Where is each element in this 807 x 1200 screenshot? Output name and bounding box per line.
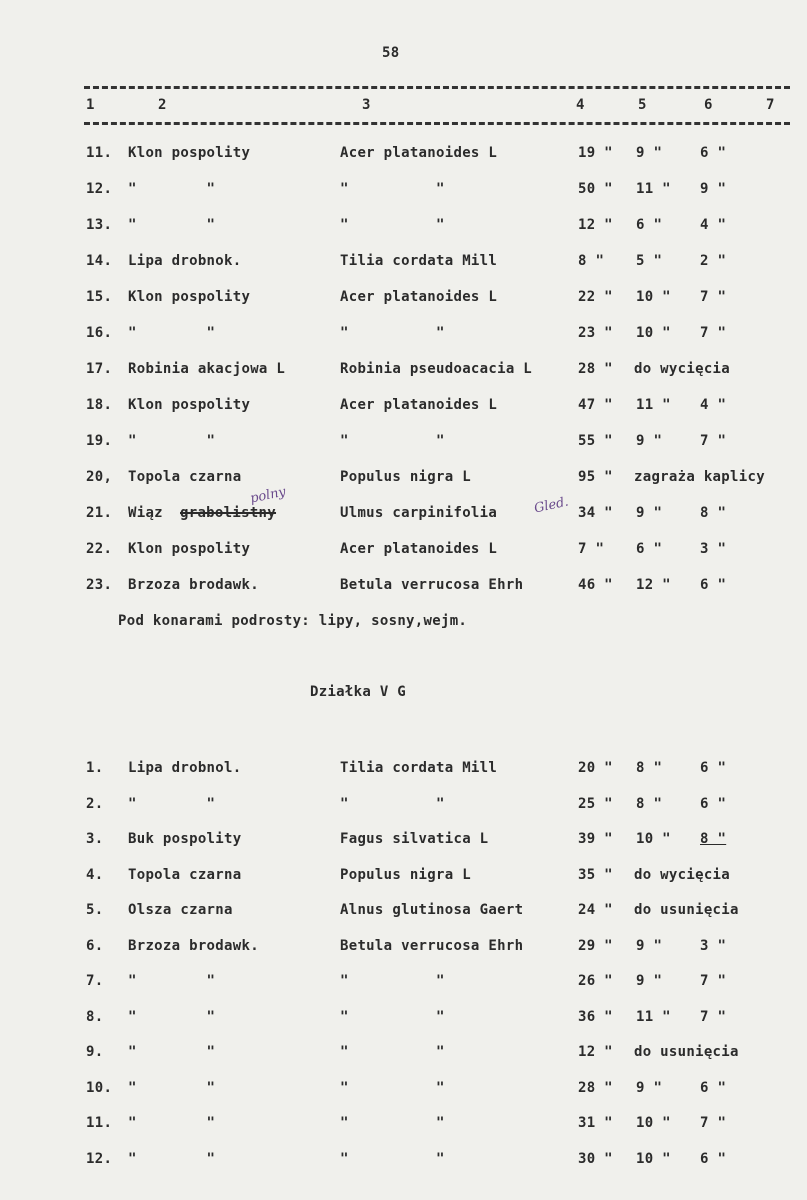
latin-name: " " bbox=[340, 1044, 445, 1060]
polish-name: " " bbox=[128, 433, 216, 449]
remark: do usunięcia bbox=[634, 902, 739, 918]
col5-value: 12 " bbox=[636, 577, 671, 593]
col5-value: 10 " bbox=[636, 1150, 671, 1167]
latin-name: " " bbox=[340, 1150, 445, 1167]
col4-value: 26 " bbox=[578, 973, 613, 989]
col6-value: 9 " bbox=[700, 181, 727, 197]
remark: do wycięcia bbox=[634, 866, 731, 883]
polish-name: " " bbox=[128, 1150, 216, 1167]
col6-value: 6 " bbox=[700, 1150, 727, 1167]
col5-value: 6 " bbox=[636, 217, 663, 233]
row-number: 5. bbox=[86, 902, 104, 918]
col4-value: 35 " bbox=[578, 866, 613, 883]
polish-name: Buk pospolity bbox=[128, 831, 242, 847]
latin-name: Fagus silvatica L bbox=[340, 831, 489, 847]
col4-value: 29 " bbox=[578, 937, 613, 954]
col6-value: 7 " bbox=[700, 325, 727, 341]
polish-name: Robinia akacjowa L bbox=[128, 361, 286, 377]
col4-value: 12 " bbox=[578, 1044, 613, 1060]
col6-value: 3 " bbox=[700, 541, 727, 557]
row-number: 21. bbox=[86, 505, 113, 521]
col6-value: 7 " bbox=[700, 1115, 727, 1131]
col-header-7: 7 bbox=[766, 97, 775, 113]
latin-name: " " bbox=[340, 1115, 445, 1131]
polish-name: Topola czarna bbox=[128, 866, 242, 883]
col5-value: 8 " bbox=[636, 760, 663, 776]
col6-value: 3 " bbox=[700, 937, 727, 954]
row-number: 10. bbox=[86, 1079, 113, 1096]
col5-value: 9 " bbox=[636, 937, 663, 954]
col4-value: 19 " bbox=[578, 145, 613, 161]
polish-name: " " bbox=[128, 217, 216, 233]
col5-value: 11 " bbox=[636, 1008, 671, 1025]
latin-name: Alnus glutinosa Gaert bbox=[340, 902, 524, 918]
col4-value: 24 " bbox=[578, 902, 613, 918]
handwritten-correction: polny bbox=[248, 484, 288, 507]
latin-name: Tilia cordata Mill bbox=[340, 760, 498, 776]
latin-name: " " bbox=[340, 1079, 445, 1096]
polish-name: " " bbox=[128, 325, 216, 341]
undergrowth-note: Pod konarami podrosty: lipy, sosny,wejm. bbox=[118, 613, 468, 629]
header-rule-bottom bbox=[84, 122, 790, 125]
col5-value: 11 " bbox=[636, 181, 671, 197]
col4-value: 30 " bbox=[578, 1150, 613, 1167]
col4-value: 47 " bbox=[578, 397, 613, 413]
remark: do usunięcia bbox=[634, 1044, 739, 1060]
row-number: 11. bbox=[86, 145, 113, 161]
latin-name: Acer platanoides L bbox=[340, 289, 498, 305]
col5-value: 8 " bbox=[636, 795, 663, 812]
page-number: 58 bbox=[382, 45, 400, 61]
remark: do wycięcia bbox=[634, 361, 731, 377]
col6-value: 8 " bbox=[700, 831, 727, 847]
row-number: 17. bbox=[86, 361, 113, 377]
row-number: 13. bbox=[86, 217, 113, 233]
polish-name: Klon pospolity bbox=[128, 145, 251, 161]
col-header-5: 5 bbox=[638, 97, 647, 113]
col4-value: 8 " bbox=[578, 253, 605, 269]
col4-value: 7 " bbox=[578, 541, 605, 557]
latin-name: Betula verrucosa Ehrh bbox=[340, 937, 524, 954]
col6-value: 7 " bbox=[700, 1008, 727, 1025]
row-number: 12. bbox=[86, 1150, 113, 1167]
polish-name: Klon pospolity bbox=[128, 289, 251, 305]
col4-value: 95 " bbox=[578, 469, 613, 485]
row-number: 23. bbox=[86, 577, 113, 593]
handwritten-author: Gled. bbox=[532, 494, 570, 517]
latin-name: Tilia cordata Mill bbox=[340, 253, 498, 269]
col6-value: 4 " bbox=[700, 397, 727, 413]
row-number: 8. bbox=[86, 1008, 104, 1025]
polish-name: Klon pospolity bbox=[128, 397, 251, 413]
col6-value: 7 " bbox=[700, 289, 727, 305]
row-number: 15. bbox=[86, 289, 113, 305]
struck-name: grabolistny bbox=[180, 505, 277, 521]
col4-value: 34 " bbox=[578, 505, 613, 521]
col5-value: 10 " bbox=[636, 831, 671, 847]
latin-name: Betula verrucosa Ehrh bbox=[340, 577, 524, 593]
col-header-1: 1 bbox=[86, 97, 95, 113]
col4-value: 28 " bbox=[578, 1079, 613, 1096]
row-number: 14. bbox=[86, 253, 113, 269]
col6-value: 6 " bbox=[700, 577, 727, 593]
col5-value: 9 " bbox=[636, 973, 663, 989]
polish-name: Brzoza brodawk. bbox=[128, 937, 259, 954]
col5-value: 5 " bbox=[636, 253, 663, 269]
col5-value: 10 " bbox=[636, 289, 671, 305]
col6-value: 4 " bbox=[700, 217, 727, 233]
col4-value: 31 " bbox=[578, 1115, 613, 1131]
col-header-3: 3 bbox=[362, 97, 371, 113]
col4-value: 25 " bbox=[578, 795, 613, 812]
col5-value: 6 " bbox=[636, 541, 663, 557]
polish-name: " " bbox=[128, 1115, 216, 1131]
row-number: 12. bbox=[86, 181, 113, 197]
col4-value: 28 " bbox=[578, 361, 613, 377]
latin-name: " " bbox=[340, 795, 445, 812]
col5-value: 9 " bbox=[636, 433, 663, 449]
col4-value: 50 " bbox=[578, 181, 613, 197]
latin-name: Acer platanoides L bbox=[340, 397, 498, 413]
row-number: 6. bbox=[86, 937, 104, 954]
col6-value: 6 " bbox=[700, 1079, 727, 1096]
polish-name: Brzoza brodawk. bbox=[128, 577, 259, 593]
col5-value: 10 " bbox=[636, 325, 671, 341]
latin-name: " " bbox=[340, 973, 445, 989]
row-number: 19. bbox=[86, 433, 113, 449]
row-number: 11. bbox=[86, 1115, 113, 1131]
col4-value: 39 " bbox=[578, 831, 613, 847]
latin-name: Robinia pseudoacacia L bbox=[340, 361, 533, 377]
col4-value: 36 " bbox=[578, 1008, 613, 1025]
col-header-6: 6 bbox=[704, 97, 713, 113]
row-number: 16. bbox=[86, 325, 113, 341]
col6-value: 2 " bbox=[700, 253, 727, 269]
col5-value: 10 " bbox=[636, 1115, 671, 1131]
latin-name: " " bbox=[340, 217, 445, 233]
col6-value: 6 " bbox=[700, 145, 727, 161]
col4-value: 12 " bbox=[578, 217, 613, 233]
polish-name: Lipa drobnol. bbox=[128, 760, 242, 776]
polish-name: " " bbox=[128, 1079, 216, 1096]
polish-name: Klon pospolity bbox=[128, 541, 251, 557]
polish-name: Wiąz bbox=[128, 505, 163, 521]
latin-name: " " bbox=[340, 433, 445, 449]
polish-name: Lipa drobnok. bbox=[128, 253, 242, 269]
polish-name: Topola czarna bbox=[128, 469, 242, 485]
section-title: Działka V G bbox=[310, 684, 407, 700]
polish-name: " " bbox=[128, 1008, 216, 1025]
col4-value: 20 " bbox=[578, 760, 613, 776]
col6-value: 8 " bbox=[700, 505, 727, 521]
polish-name: Olsza czarna bbox=[128, 902, 233, 918]
row-number: 18. bbox=[86, 397, 113, 413]
row-number: 3. bbox=[86, 831, 104, 847]
row-number: 2. bbox=[86, 795, 104, 812]
latin-name: Populus nigra L bbox=[340, 866, 471, 883]
remark: zagraża kaplicy bbox=[634, 469, 765, 485]
col6-value: 6 " bbox=[700, 795, 727, 812]
polish-name: " " bbox=[128, 181, 216, 197]
polish-name: " " bbox=[128, 1044, 216, 1060]
col6-value: 6 " bbox=[700, 760, 727, 776]
col4-value: 46 " bbox=[578, 577, 613, 593]
latin-name: Ulmus carpinifolia bbox=[340, 505, 498, 521]
polish-name: " " bbox=[128, 795, 216, 812]
col-header-2: 2 bbox=[158, 97, 167, 113]
latin-name: " " bbox=[340, 325, 445, 341]
col-header-4: 4 bbox=[576, 97, 585, 113]
row-number: 4. bbox=[86, 866, 104, 883]
col4-value: 23 " bbox=[578, 325, 613, 341]
row-number: 22. bbox=[86, 541, 113, 557]
row-number: 1. bbox=[86, 760, 104, 776]
col6-value: 7 " bbox=[700, 433, 727, 449]
col5-value: 9 " bbox=[636, 505, 663, 521]
col4-value: 55 " bbox=[578, 433, 613, 449]
row-number: 7. bbox=[86, 973, 104, 989]
header-rule-top bbox=[84, 86, 790, 89]
col5-value: 9 " bbox=[636, 1079, 663, 1096]
latin-name: " " bbox=[340, 181, 445, 197]
row-number: 9. bbox=[86, 1044, 104, 1060]
latin-name: " " bbox=[340, 1008, 445, 1025]
polish-name: " " bbox=[128, 973, 216, 989]
row-number: 20, bbox=[86, 469, 113, 485]
col5-value: 9 " bbox=[636, 145, 663, 161]
col4-value: 22 " bbox=[578, 289, 613, 305]
latin-name: Acer platanoides L bbox=[340, 145, 498, 161]
col5-value: 11 " bbox=[636, 397, 671, 413]
col6-value: 7 " bbox=[700, 973, 727, 989]
latin-name: Populus nigra L bbox=[340, 469, 471, 485]
latin-name: Acer platanoides L bbox=[340, 541, 498, 557]
